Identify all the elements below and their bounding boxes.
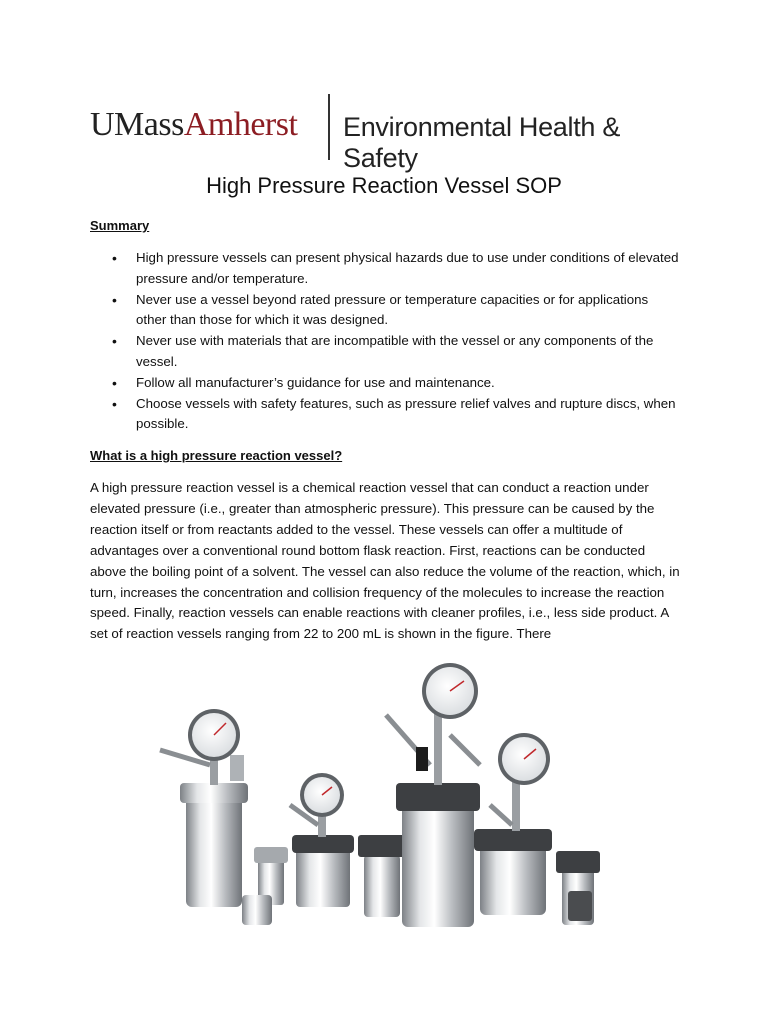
- list-item: • Never use a vessel beyond rated pressure or temperature capacities or for applications other than those for which it was designed.: [90, 290, 680, 332]
- summary-heading: Summary: [90, 218, 150, 233]
- document-title: High Pressure Reaction Vessel SOP: [206, 173, 562, 198]
- vessel-large-left: [160, 709, 248, 907]
- list-item: • Never use with materials that are incompatible with the vessel or any components of the vessel.: [90, 331, 680, 373]
- reaction-vessels-figure: [150, 655, 620, 945]
- logo-divider: [328, 94, 330, 160]
- page-header: [90, 92, 680, 173]
- summary-bullet-list: [90, 248, 680, 435]
- vessel-small-right: [556, 851, 600, 925]
- vessel-small-1: [242, 847, 288, 925]
- vessel-medium-gauge: [290, 773, 354, 907]
- vessel-small-2: [358, 835, 406, 917]
- vessel-right-gauge: [474, 733, 552, 915]
- what-is-paragraph: A high pressure reaction vessel is a chemical reaction vessel that can conduct a reaction under elevated pressure (i.e., greater than atmospheric pressure). This pressure can be caused by the reaction itself or from reactants added to the vessel. These vessels can offer a multitude of advantages over a conventional round bottom flask reaction. First, reactions can be conducted above the boiling point of a solvent. The vessel can also reduce the volume of the reaction, which, in turn, increases the concentration and collision frequency of the molecules to increase the reaction speed. Finally, reaction vessels can enable reactions with cleaner profiles, i.e., less side product. A set of reaction vessels ranging from 22 to 200 mL is shown in the figure. There: [90, 480, 680, 642]
- vessel-tall-center: [386, 663, 480, 927]
- list-item: • High pressure vessels can present physical hazards due to use under conditions of elevated pressure and/or temperature.: [90, 248, 680, 290]
- logo-umass-text: UMass: [90, 106, 184, 143]
- department-name: Environmental Health & Safety: [343, 112, 621, 173]
- what-is-heading: What is a high pressure reaction vessel?: [90, 448, 343, 463]
- umass-amherst-logo: [90, 106, 297, 144]
- logo-amherst-text: Amherst: [183, 106, 298, 143]
- list-item: • Follow all manufacturer’s guidance for use and maintenance.: [90, 373, 680, 394]
- list-item: • Choose vessels with safety features, such as pressure relief valves and rupture discs, when possible.: [90, 394, 680, 436]
- reaction-vessels-image: [150, 655, 620, 945]
